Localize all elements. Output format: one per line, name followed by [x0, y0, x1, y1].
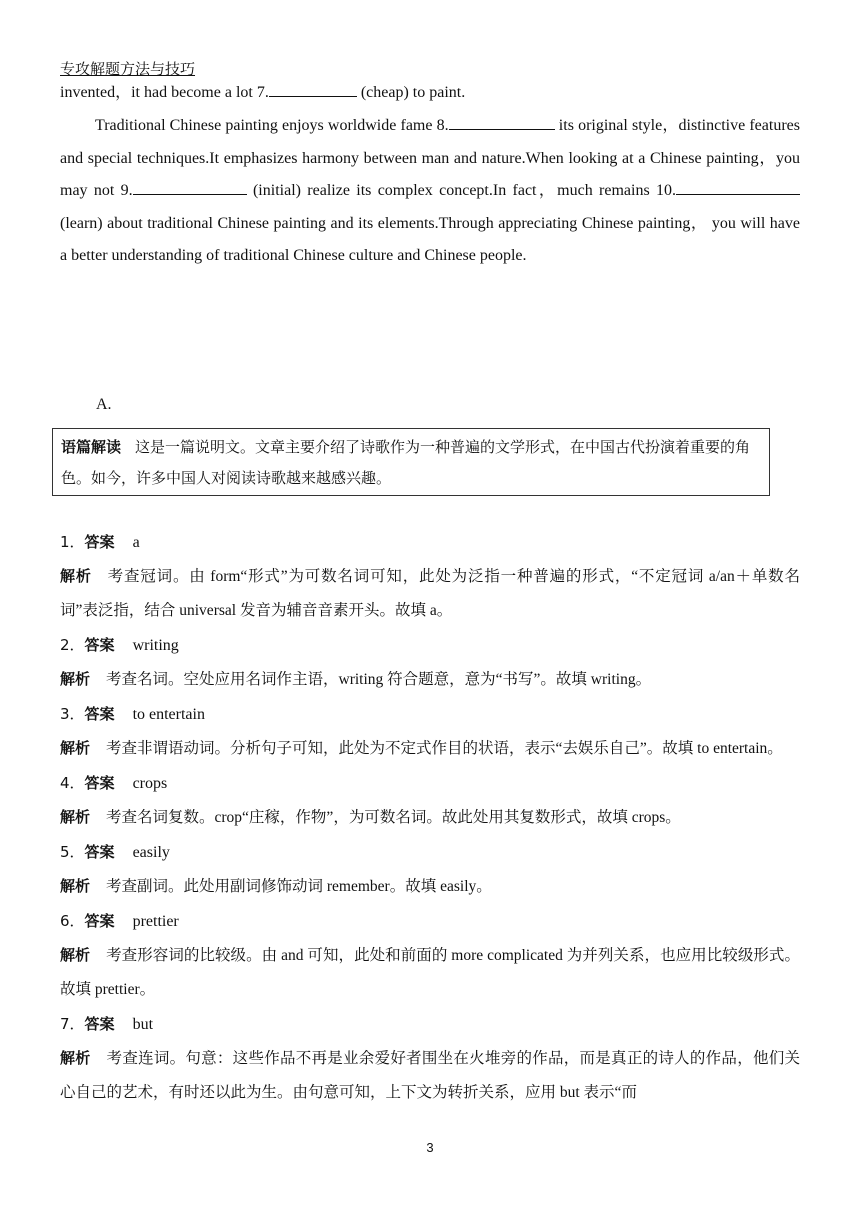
analysis-text: 考查名词。空处应用名词作主语，writing 符合题意，意为“书写”。故填 writing。 — [106, 671, 652, 688]
analysis-row — [60, 559, 800, 628]
answer-value: prettier — [132, 913, 179, 930]
analysis-row — [60, 869, 800, 904]
blank-7 — [269, 79, 357, 97]
passage-line-1 — [60, 77, 800, 110]
analysis-label: 解析 — [60, 808, 91, 826]
answer-number: 4． — [60, 774, 85, 792]
answer-number: 2． — [60, 636, 85, 654]
blank-10 — [676, 177, 800, 195]
analysis-row — [60, 800, 800, 835]
answer-label: 答案 — [84, 533, 115, 551]
analysis-text: 考查形容词的比较级。由 and 可知，此处和前面的 more complicated 为并列关系，也应用比较级形式。故填 prettier。 — [60, 947, 800, 998]
analysis-label: 解析 — [60, 946, 91, 964]
answer-number: 7． — [60, 1015, 85, 1033]
answer-row — [60, 628, 800, 662]
analysis-text: 考查冠词。由 form“形式”为可数名词可知，此处为泛指一种普遍的形式，“不定冠词 a/an＋单数名词”表泛指，结合 universal 发音为辅音音素开头。故填 a。 — [60, 568, 800, 619]
analysis-text: 考查非谓语动词。分析句子可知，此处为不定式作目的状语，表示“去娱乐自己”。故填 to entertain。 — [106, 740, 783, 757]
answer-number: 5． — [60, 843, 85, 861]
passage-text: its original style，distinctive features and special techniques.It emphasizes harmony between man and nature.When looking at a Chinese painting，you may not 9. — [60, 117, 800, 199]
answer-label: 答案 — [84, 636, 115, 654]
answer-value: to entertain — [132, 706, 205, 723]
answer-value: easily — [132, 844, 170, 861]
answer-list — [60, 525, 800, 1110]
blank-9 — [133, 177, 247, 195]
answer-label: 答案 — [84, 774, 115, 792]
answer-number: 6． — [60, 912, 85, 930]
passage-text: (initial) realize its complex concept.In fact，much remains 10. — [246, 182, 676, 199]
passage-text: invented，it had become a lot 7. — [60, 84, 269, 101]
analysis-label: 解析 — [60, 670, 91, 688]
answer-row — [60, 835, 800, 869]
blank-8 — [449, 112, 555, 130]
passage-text: (learn) about traditional Chinese painting and its elements.Through appreciating Chinese painting， you will have a better understanding of traditional Chinese culture and Chinese people. — [60, 214, 800, 264]
summary-text: 这是一篇说明文。文章主要介绍了诗歌作为一种普遍的文学形式，在中国古代扮演着重要的角色。如今，许多中国人对阅读诗歌越来越感兴趣。 — [61, 438, 751, 487]
analysis-row — [60, 1041, 800, 1110]
analysis-text: 考查连词。句意：这些作品不再是业余爱好者围坐在火堆旁的作品，而是真正的诗人的作品，他们关心自己的艺术，有时还以此为生。由句意可知，上下文为转折关系，应用 but 表示“而 — [60, 1050, 800, 1101]
answer-row — [60, 904, 800, 938]
answer-label: 答案 — [84, 843, 115, 861]
answer-label: 答案 — [84, 912, 115, 930]
answer-value: writing — [132, 637, 179, 654]
analysis-label: 解析 — [60, 1049, 91, 1067]
answer-number: 3． — [60, 705, 85, 723]
passage-text: (cheap) to paint. — [356, 84, 466, 101]
answer-label: 答案 — [84, 1015, 115, 1033]
answer-row — [60, 766, 800, 800]
analysis-text: 考查名词复数。crop“庄稼，作物”，为可数名词。故此处用其复数形式，故填 crops。 — [106, 809, 681, 826]
answer-row — [60, 1007, 800, 1041]
answer-value: but — [132, 1016, 154, 1033]
analysis-row — [60, 938, 800, 1007]
passage-paragraph — [60, 110, 800, 273]
section-label: A. — [96, 396, 112, 413]
analysis-row — [60, 731, 800, 766]
summary-box — [52, 428, 770, 496]
analysis-label: 解析 — [60, 877, 91, 895]
answer-row — [60, 525, 800, 559]
analysis-label: 解析 — [60, 567, 92, 585]
summary-label: 语篇解读 — [61, 438, 122, 456]
page-header: 专攻解题方法与技巧 — [60, 60, 196, 78]
answer-row — [60, 697, 800, 731]
analysis-label: 解析 — [60, 739, 91, 757]
answer-value: a — [132, 534, 140, 551]
passage-text: Traditional Chinese painting enjoys worldwide fame 8. — [95, 117, 449, 134]
answer-value: crops — [132, 775, 168, 792]
answer-number: 1． — [60, 533, 85, 551]
analysis-row — [60, 662, 800, 697]
page-number: 3 — [426, 1140, 434, 1155]
analysis-text: 考查副词。此处用副词修饰动词 remember。故填 easily。 — [106, 878, 492, 895]
answer-label: 答案 — [84, 705, 115, 723]
